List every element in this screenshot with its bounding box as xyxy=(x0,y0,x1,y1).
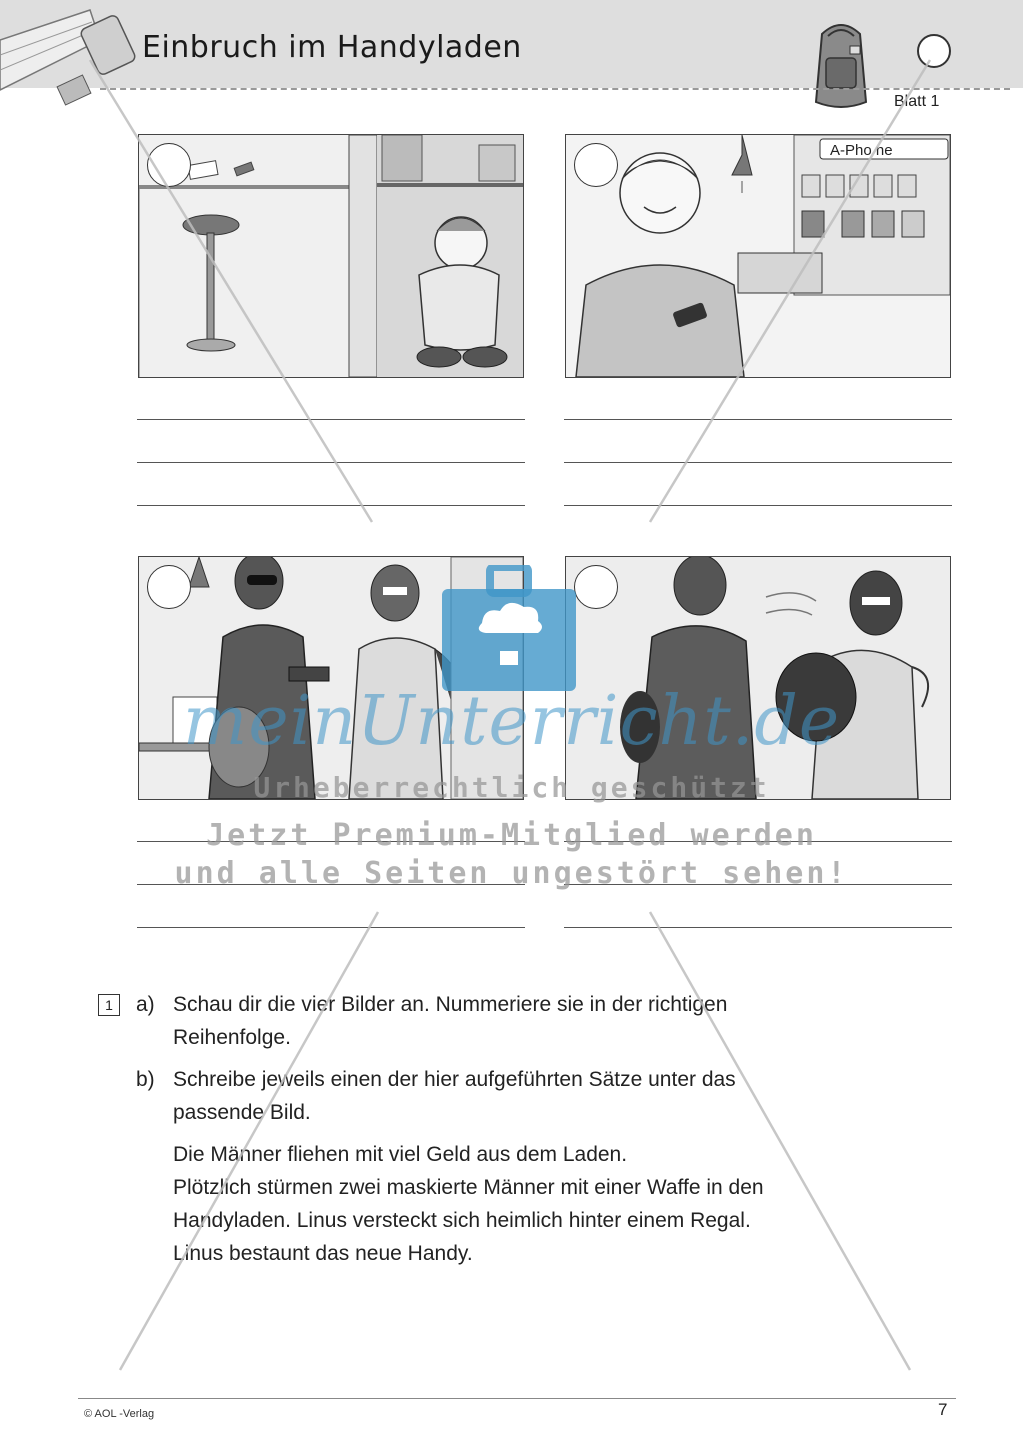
sentence-item: Plötzlich stürmen zwei maskierte Männer mit einer Waffe in den xyxy=(173,1176,764,1199)
sheet-label: Blatt 1 xyxy=(894,93,940,110)
flashlight-icon xyxy=(0,0,140,130)
panel-escape xyxy=(565,556,951,800)
boy-with-phone-illustration xyxy=(566,135,950,377)
watermark-premium: Jetzt Premium-Mitglied werden xyxy=(206,818,817,853)
watermark-see-pages: und alle Seiten ungestört sehen! xyxy=(174,856,849,891)
boy-hiding-illustration xyxy=(139,135,523,377)
task-a-text-cont: Reihenfolge. xyxy=(173,1026,291,1049)
panel-phone xyxy=(565,134,951,378)
writing-line[interactable] xyxy=(564,462,952,463)
writing-line[interactable] xyxy=(137,927,525,928)
sentence-item: Linus bestaunt das neue Handy. xyxy=(173,1242,473,1265)
number-circle[interactable] xyxy=(574,565,618,609)
robbers-fleeing-illustration xyxy=(566,557,950,799)
page-title: Einbruch im Handyladen xyxy=(142,30,522,65)
corner-circle xyxy=(917,34,951,68)
writing-line[interactable] xyxy=(564,505,952,506)
watermark-copyright: Urheberrechtlich geschützt xyxy=(253,771,770,804)
watermark-brand: meinUnterricht.de xyxy=(182,682,841,761)
writing-line[interactable] xyxy=(137,462,525,463)
briefcase-cloud-icon xyxy=(442,565,576,691)
task-a-text: Schau dir die vier Bilder an. Nummeriere sie in der richtigen xyxy=(173,993,728,1016)
panel-hiding xyxy=(138,134,524,378)
number-circle[interactable] xyxy=(147,565,191,609)
writing-line[interactable] xyxy=(137,419,525,420)
copyright: © AOL -Verlag xyxy=(84,1408,155,1420)
footer-divider xyxy=(78,1398,956,1399)
writing-line[interactable] xyxy=(564,927,952,928)
task-b-text-cont: passende Bild. xyxy=(173,1101,311,1124)
task-b-label: b) xyxy=(136,1068,155,1091)
writing-line[interactable] xyxy=(137,505,525,506)
header-divider xyxy=(100,88,1010,90)
backpack-icon xyxy=(808,16,874,114)
task-b-text: Schreibe jeweils einen der hier aufgeführten Sätze unter das xyxy=(173,1068,736,1091)
sentence-item: Handyladen. Linus versteckt sich heimlich hinter einem Regal. xyxy=(173,1209,751,1232)
number-circle[interactable] xyxy=(574,143,618,187)
sentence-item: Die Männer fliehen mit viel Geld aus dem Laden. xyxy=(173,1143,628,1166)
page-number: 7 xyxy=(938,1400,948,1419)
number-circle[interactable] xyxy=(147,143,191,187)
task-a-label: a) xyxy=(136,993,155,1016)
writing-line[interactable] xyxy=(564,419,952,420)
task-number: 1 xyxy=(98,994,120,1016)
shop-sign: A-Pho ne xyxy=(830,142,893,159)
